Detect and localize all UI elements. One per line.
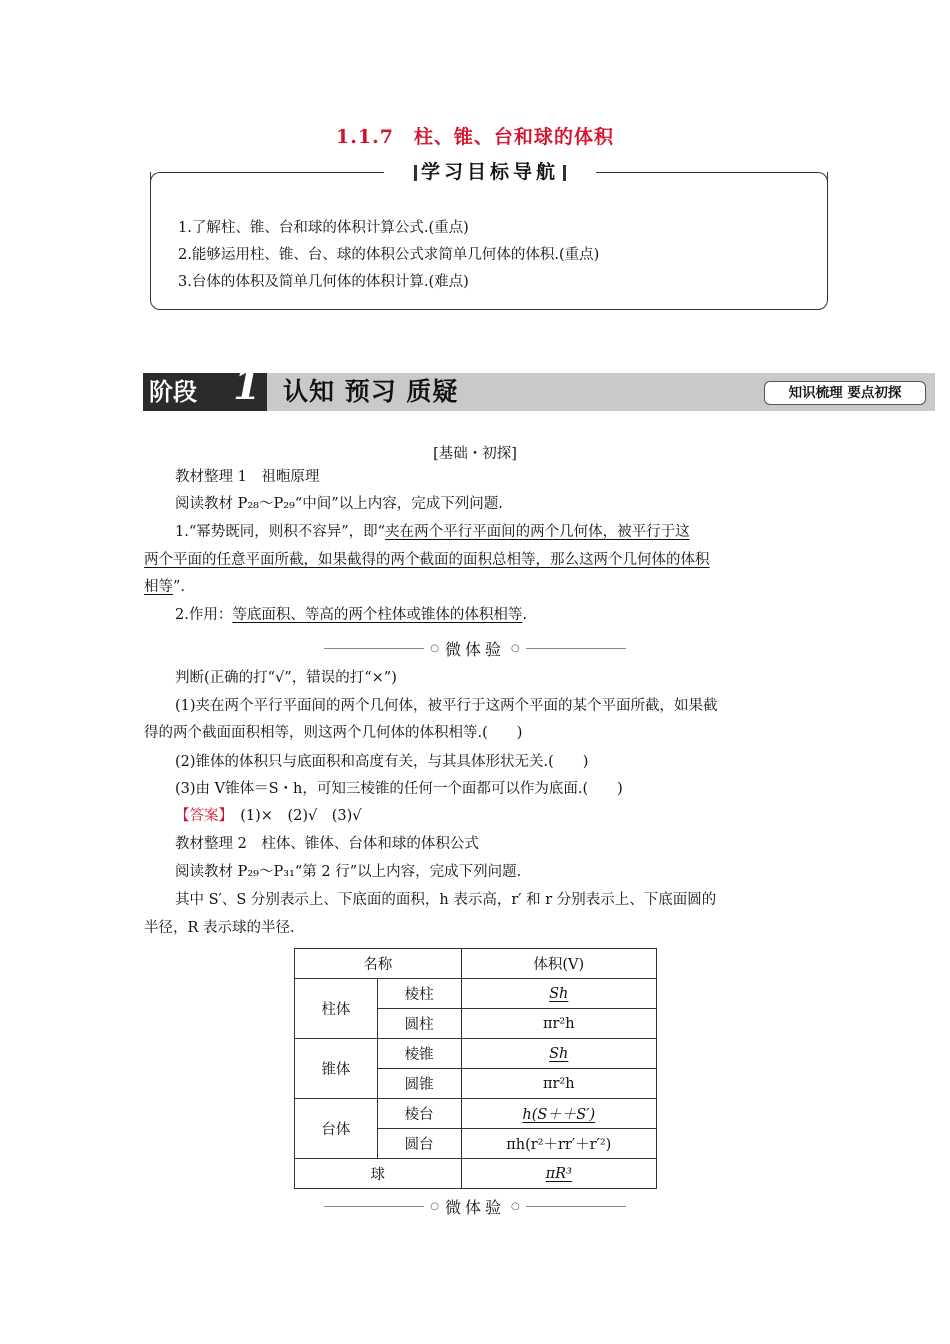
divider-line xyxy=(526,1206,626,1207)
stage-label xyxy=(143,362,267,411)
formula: πR³ xyxy=(545,1165,572,1182)
underlined-text: 两个平面的任意平面所截，如果截得的两个截面的面积总相等，那么这两个几何体的体积 xyxy=(144,552,710,568)
goal-heading xyxy=(384,158,596,186)
read-instruction: 阅读教材 P₂₉～P₃₁“第 2 行”以上内容，完成下列问题. xyxy=(175,864,522,880)
divider-label: 微体验 xyxy=(444,639,505,659)
paragraph-1 xyxy=(175,522,690,542)
table-header xyxy=(295,949,657,979)
sub-name: 圆柱 xyxy=(377,1009,461,1039)
description-cont: 半径，R 表示球的半径. xyxy=(144,920,295,936)
stage-number: 1 xyxy=(233,362,261,409)
question-3: (3)由 V锥体＝S・h，可知三棱锥的任何一个面都可以作为底面.( ) xyxy=(175,781,623,797)
read-instruction: 阅读教材 P₂₈～P₂₉“中间”以上内容，完成下列问题. xyxy=(175,496,503,512)
stage-title: 认知 预习 质疑 xyxy=(283,377,459,406)
formula: Sh xyxy=(549,985,569,1002)
answer-label: 【答案】 xyxy=(175,808,226,824)
table-row xyxy=(295,979,657,1009)
micro-divider xyxy=(0,1196,950,1216)
judge-instruction: 判断(正确的打“√”，错误的打“×”) xyxy=(175,670,397,686)
section-heading: 教材整理 2 柱体、锥体、台体和球的体积公式 xyxy=(175,836,479,852)
paragraph-2 xyxy=(175,605,527,625)
divider-line xyxy=(526,648,626,649)
goal-heading-text: 学习目标导航 xyxy=(420,161,559,183)
formula: πr²h xyxy=(461,1069,656,1099)
formula: h(S＋＋S′) xyxy=(522,1107,596,1123)
formula: Sh xyxy=(549,1045,569,1062)
text: 1.“幂势既同，则积不容异”，即“ xyxy=(175,524,386,540)
bar-right-icon xyxy=(563,165,566,181)
circle-icon: ○ xyxy=(430,642,439,654)
goal-item: 1.了解柱、锥、台和球的体积计算公式.(重点) xyxy=(178,220,469,236)
circle-icon: ○ xyxy=(511,642,520,654)
section-badge: [基础・初探] xyxy=(433,446,517,462)
sphere-name: 球 xyxy=(295,1159,462,1189)
group-name: 台体 xyxy=(295,1099,378,1159)
group-name: 柱体 xyxy=(295,979,378,1039)
answer-text: (1)× (2)√ (3)√ xyxy=(225,808,362,824)
sub-name: 棱柱 xyxy=(377,979,461,1009)
underlined-text: 相等 xyxy=(144,579,173,595)
underlined-text: 夹在两个平行平面间的两个几何体，被平行于这 xyxy=(385,524,690,540)
table-row xyxy=(295,1159,657,1189)
sub-name: 棱锥 xyxy=(377,1039,461,1069)
volume-table xyxy=(294,948,657,1189)
sub-name: 圆锥 xyxy=(377,1069,461,1099)
divider-label: 微体验 xyxy=(444,1197,505,1217)
section-heading: 教材整理 1 祖暅原理 xyxy=(175,469,320,485)
group-name: 锥体 xyxy=(295,1039,378,1099)
stage-label-text: 阶段 xyxy=(149,378,197,406)
divider-line xyxy=(324,1206,424,1207)
answer xyxy=(175,806,362,826)
text: 2.作用： xyxy=(175,607,233,623)
question-1-cont: 得的两个截面面积相等，则这两个几何体的体积相等.( ) xyxy=(144,725,523,741)
text: ”. xyxy=(173,579,186,595)
micro-divider xyxy=(0,638,950,658)
question-2: (2)锥体的体积只与底面积和高度有关，与其具体形状无关.( ) xyxy=(175,754,589,770)
header-volume: 体积(V) xyxy=(461,949,656,979)
table-row xyxy=(295,1039,657,1069)
divider-line xyxy=(324,648,424,649)
goal-item: 2.能够运用柱、锥、台、球的体积公式求简单几何体的体积.(重点) xyxy=(178,247,600,263)
circle-icon: ○ xyxy=(511,1200,520,1212)
sub-name: 棱台 xyxy=(377,1099,461,1129)
underlined-text: 等底面积、等高的两个柱体或锥体的体积相等 xyxy=(232,607,523,623)
bar-left-icon xyxy=(414,165,417,181)
paragraph-1-end xyxy=(144,577,185,597)
stage-tag: 知识梳理 要点初探 xyxy=(764,381,926,405)
page-title: 1.1.7 柱、锥、台和球的体积 xyxy=(336,126,614,148)
goal-item: 3.台体的体积及简单几何体的体积计算.(难点) xyxy=(178,274,469,290)
paragraph-1-cont xyxy=(144,550,710,570)
description: 其中 S′、S 分别表示上、下底面的面积，h 表示高，r′ 和 r 分别表示上、下底面圆的 xyxy=(175,892,717,908)
text: . xyxy=(522,607,527,623)
sub-name: 圆台 xyxy=(377,1129,461,1159)
circle-icon: ○ xyxy=(430,1200,439,1212)
question-1: (1)夹在两个平行平面间的两个几何体，被平行于这两个平面的某个平面所截，如果截 xyxy=(175,698,718,714)
formula: πh(r²＋rr′＋r′²) xyxy=(461,1129,656,1159)
formula: πr²h xyxy=(461,1009,656,1039)
table-row xyxy=(295,1099,657,1129)
header-name: 名称 xyxy=(295,949,462,979)
